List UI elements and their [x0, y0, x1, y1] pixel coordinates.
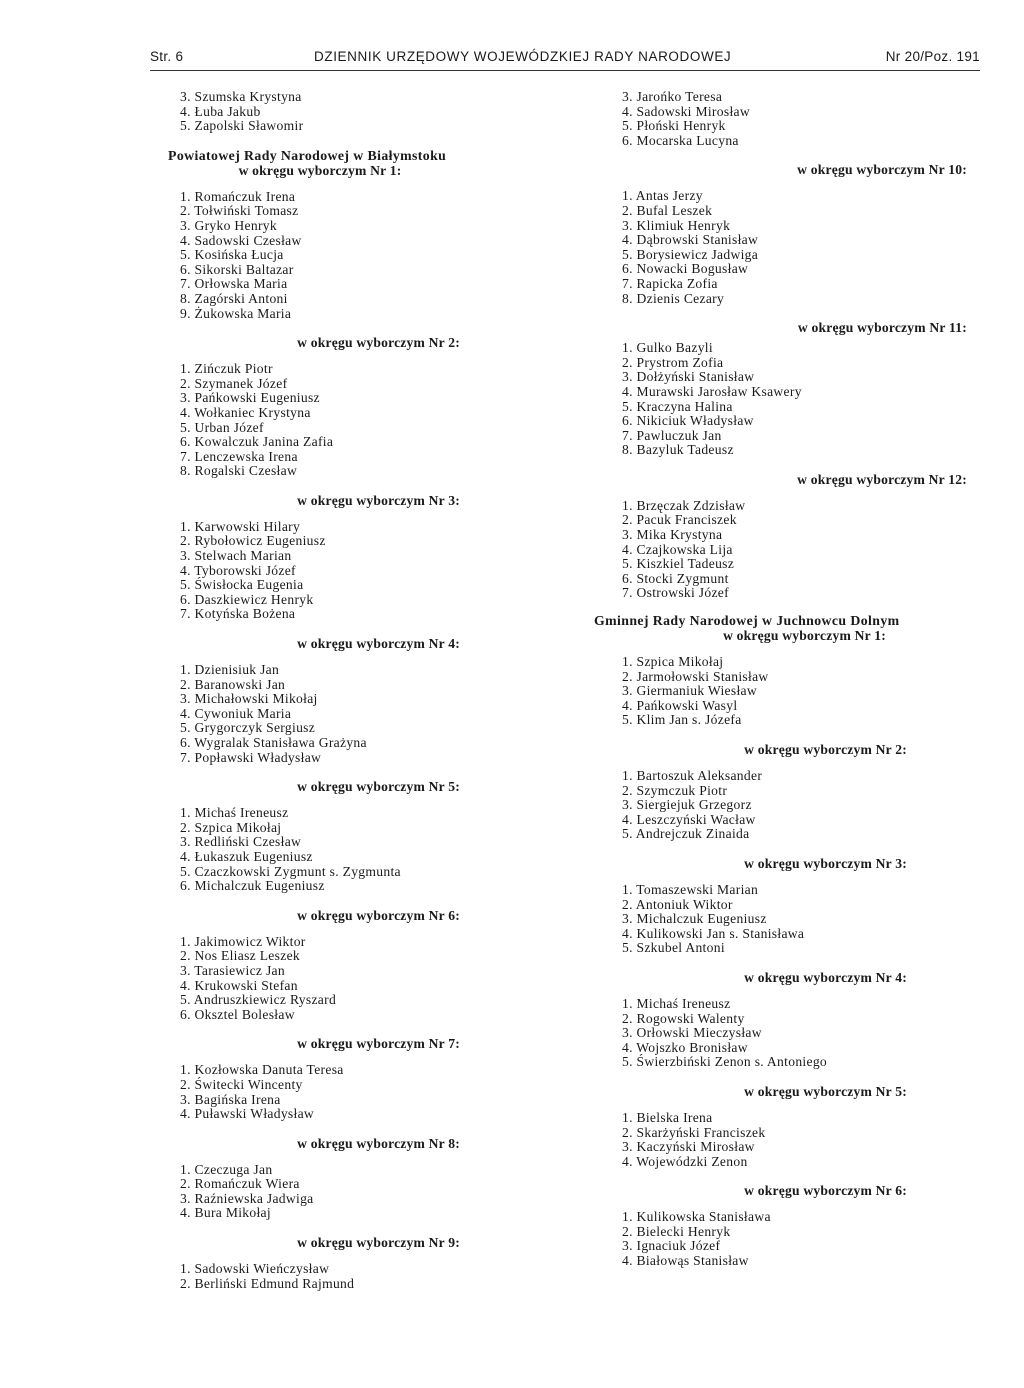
- candidate-name: 4. Białowąs Stanisław: [622, 1253, 749, 1269]
- candidate-name: 7. Orłowska Maria: [180, 276, 288, 292]
- journal-title: DZIENNIK URZĘDOWY WOJEWÓDZKIEJ RADY NARODOWEJ: [314, 49, 732, 64]
- candidate-name: 1. Romańczuk Irena: [180, 188, 296, 204]
- district-heading: w okręgu wyborczym Nr 4:: [297, 636, 460, 652]
- candidate-name: 8. Bazyluk Tadeusz: [622, 442, 734, 458]
- candidate-name: 4. Sadowski Czesław: [180, 232, 302, 248]
- candidate-name: 3. Raźniewska Jadwiga: [180, 1190, 314, 1206]
- candidate-name: 3. Jarońko Teresa: [622, 89, 723, 104]
- candidate-name: 3. Michałowski Mikołaj: [180, 691, 318, 707]
- issue-reference: Nr 20/Poz. 191: [885, 49, 980, 64]
- candidate-name: 4. Cywoniuk Maria: [180, 705, 292, 721]
- district-heading: w okręgu wyborczym Nr 6:: [744, 1183, 907, 1199]
- candidate-name: 4. Krukowski Stefan: [180, 977, 298, 993]
- candidate-name: 2. Nos Eliasz Leszek: [180, 948, 301, 964]
- candidate-name: 2. Baranowski Jan: [180, 676, 286, 692]
- candidate-name: 5. Andruszkiewicz Ryszard: [180, 992, 337, 1008]
- left-column: [168, 89, 480, 1291]
- candidate-name: 1. Karwowski Hilary: [180, 518, 301, 534]
- candidate-name: 2. Bufal Leszek: [622, 202, 713, 218]
- candidate-list: [180, 806, 480, 894]
- candidate-name: 5. Płoński Henryk: [622, 118, 726, 134]
- candidate-name: 2. Jarmołowski Stanisław: [622, 668, 769, 684]
- candidate-name: 5. Świsłocka Eugenia: [180, 577, 304, 593]
- candidate-name: 2. Rogowski Walenty: [622, 1010, 745, 1026]
- candidate-list: [180, 1262, 480, 1291]
- candidate-name: 4. Kulikowski Jan s. Stanisława: [622, 925, 805, 941]
- candidate-name: 4. Wojszko Bronisław: [622, 1039, 748, 1055]
- candidate-name: 5. Kosińska Łucja: [180, 247, 284, 263]
- candidate-name: 3. Pańkowski Eugeniusz: [180, 390, 320, 406]
- candidate-name: 3. Giermaniuk Wiesław: [622, 683, 757, 699]
- candidate-name: 3. Gryko Henryk: [180, 217, 277, 233]
- candidate-name: 1. Bielska Irena: [622, 1109, 713, 1125]
- header-rule: [150, 70, 980, 71]
- candidate-name: 1. Kulikowska Stanisława: [622, 1209, 771, 1225]
- candidate-name: 1. Czeczuga Jan: [180, 1161, 273, 1177]
- district-8-section: [180, 1136, 480, 1221]
- district-heading: w okręgu wyborczym Nr 3:: [297, 492, 460, 508]
- candidate-name: 3. Szumska Krystyna: [180, 89, 302, 104]
- commune-district-2-section: [622, 742, 967, 842]
- candidate-name: 5. Czaczkowski Zygmunt s. Zygmunta: [180, 863, 401, 879]
- continued-list: [180, 90, 480, 134]
- candidate-name: 6. Daszkiewicz Henryk: [180, 591, 314, 607]
- candidate-name: 3. Siergiejuk Grzegorz: [622, 797, 752, 813]
- page-header: [150, 47, 980, 71]
- district-4-section: [180, 636, 480, 765]
- candidate-name: 6. Stocki Zygmunt: [622, 570, 729, 586]
- district-heading: w okręgu wyborczym Nr 5:: [297, 779, 460, 795]
- district-1-section: [180, 163, 480, 321]
- candidate-name: 6. Kowalczuk Janina Zafia: [180, 434, 334, 450]
- candidate-list: [622, 341, 967, 458]
- candidate-list: [622, 1111, 967, 1169]
- commune-district-3-section: [622, 856, 967, 956]
- candidate-name: 8. Zagórski Antoni: [180, 290, 288, 306]
- district-heading: w okręgu wyborczym Nr 12:: [797, 471, 967, 487]
- candidate-name: 2. Rybołowicz Eugeniusz: [180, 533, 326, 549]
- candidate-list: [180, 935, 480, 1023]
- candidate-name: 2. Antoniuk Wiktor: [622, 896, 733, 912]
- district-heading: w okręgu wyborczym Nr 1:: [723, 628, 886, 644]
- district-heading: w okręgu wyborczym Nr 10:: [797, 162, 967, 178]
- candidate-name: 1. Bartoszuk Aleksander: [622, 768, 763, 783]
- candidate-name: 1. Kozłowska Danuta Teresa: [180, 1062, 344, 1078]
- candidate-list: [622, 769, 967, 842]
- candidate-name: 9. Żukowska Maria: [180, 305, 292, 321]
- candidate-name: 4. Leszczyński Wacław: [622, 811, 756, 827]
- candidate-name: 3. Redliński Czesław: [180, 834, 302, 850]
- district-heading: w okręgu wyborczym Nr 3:: [744, 855, 907, 871]
- district-3-section: [180, 493, 480, 622]
- candidate-name: 4. Łukaszuk Eugeniusz: [180, 848, 313, 864]
- candidate-name: 2. Szymczuk Piotr: [622, 782, 728, 798]
- candidate-list: [622, 997, 967, 1070]
- candidate-name: 2. Tołwiński Tomasz: [180, 203, 299, 219]
- commune-district-6-section: [622, 1183, 967, 1268]
- candidate-name: 1. Sadowski Wieńczysław: [180, 1261, 330, 1277]
- district-heading: w okręgu wyborczym Nr 8:: [297, 1135, 460, 1151]
- candidate-name: 2. Świtecki Wincenty: [180, 1076, 303, 1092]
- district-6-section: [180, 908, 480, 1023]
- candidate-name: 4. Tyborowski Józef: [180, 562, 296, 578]
- candidate-name: 5. Szkubel Antoni: [622, 940, 725, 956]
- candidate-name: 6. Michalczuk Eugeniusz: [180, 878, 325, 894]
- commune-district-1-section: [622, 628, 967, 728]
- candidate-name: 4. Dąbrowski Stanisław: [622, 232, 759, 248]
- district-10-section: [622, 162, 967, 306]
- candidate-name: 2. Szymanek Józef: [180, 375, 288, 391]
- candidate-name: 3. Ignaciuk Józef: [622, 1238, 721, 1254]
- candidate-name: 3. Orłowski Mieczysław: [622, 1025, 762, 1041]
- candidate-name: 1. Michaś Ireneusz: [180, 805, 289, 821]
- district-5-section: [180, 779, 480, 894]
- candidate-name: 5. Urban Józef: [180, 419, 264, 435]
- candidate-name: 3. Mika Krystyna: [622, 527, 723, 543]
- candidate-name: 6. Wygralak Stanisława Grażyna: [180, 735, 367, 750]
- candidate-name: 6. Nowacki Bogusław: [622, 261, 749, 277]
- candidate-name: 3. Dołżyński Stanisław: [622, 369, 755, 385]
- candidate-name: 3. Klimiuk Henryk: [622, 217, 731, 233]
- candidate-name: 1. Antas Jerzy: [622, 188, 703, 204]
- continued-list: [622, 90, 967, 148]
- candidate-name: 1. Szpica Mikołaj: [622, 654, 724, 670]
- candidate-name: 2. Szpica Mikołaj: [180, 819, 282, 835]
- candidate-name: 7. Kotyńska Bożena: [180, 606, 296, 622]
- candidate-name: 4. Pańkowski Wasyl: [622, 697, 738, 713]
- district-heading: w okręgu wyborczym Nr 1:: [238, 162, 402, 178]
- candidate-list: [622, 655, 967, 728]
- commune-council-heading: Gminnej Rady Narodowej w Juchnowcu Dolnym: [594, 613, 900, 629]
- candidate-list: [622, 1210, 967, 1268]
- candidate-name: 4. Sadowski Mirosław: [622, 103, 750, 119]
- candidate-name: 6. Mocarska Lucyna: [622, 132, 739, 148]
- candidate-name: 5. Andrejczuk Zinaida: [622, 826, 750, 842]
- candidate-name: 5. Kiszkiel Tadeusz: [622, 556, 735, 572]
- district-council-heading: Powiatowej Rady Narodowej w Białymstoku: [168, 147, 447, 163]
- district-heading: w okręgu wyborczym Nr 5:: [744, 1083, 907, 1099]
- candidate-name: 1. Brzęczak Zdzisław: [622, 497, 746, 513]
- candidate-name: 2. Romańczuk Wiera: [180, 1176, 300, 1192]
- candidate-name: 4. Czajkowska Lija: [622, 541, 733, 557]
- candidate-list: [180, 663, 480, 765]
- candidate-name: 5. Świerzbiński Zenon s. Antoniego: [622, 1054, 828, 1070]
- candidate-list: [180, 1063, 480, 1121]
- candidate-name: 3. Stelwach Marian: [180, 548, 292, 564]
- district-11-section: [622, 320, 967, 458]
- candidate-name: 6. Sikorski Baltazar: [180, 261, 294, 277]
- candidate-list: [180, 1163, 480, 1221]
- candidate-list: [622, 883, 967, 956]
- candidate-name: 4. Murawski Jarosław Ksawery: [622, 383, 802, 399]
- candidate-name: 7. Pawluczuk Jan: [622, 427, 722, 443]
- candidate-name: 5. Klim Jan s. Józefa: [622, 712, 742, 728]
- district-heading: w okręgu wyborczym Nr 9:: [297, 1235, 460, 1251]
- district-12-section: [622, 472, 967, 601]
- district-2-section: [180, 335, 480, 479]
- district-heading: w okręgu wyborczym Nr 7:: [297, 1036, 460, 1052]
- candidate-name: 2. Prystrom Zofia: [622, 354, 724, 370]
- candidate-name: 4. Wojewódzki Zenon: [622, 1153, 748, 1169]
- candidate-name: 1. Dzienisiuk Jan: [180, 662, 280, 678]
- candidate-name: 4. Puławski Władysław: [180, 1106, 315, 1122]
- candidate-name: 2. Bielecki Henryk: [622, 1223, 731, 1239]
- candidate-list: [180, 362, 480, 479]
- candidate-name: 1. Michaś Ireneusz: [622, 995, 731, 1011]
- right-column: [594, 89, 967, 1269]
- candidate-name: 3. Kaczyński Mirosław: [622, 1139, 755, 1155]
- candidate-list: [180, 190, 480, 321]
- district-9-section: [180, 1235, 480, 1291]
- page-number: Str. 6: [150, 49, 184, 64]
- candidate-name: 6. Oksztel Bolesław: [180, 1006, 295, 1022]
- candidate-list: [622, 499, 967, 601]
- commune-district-5-section: [622, 1084, 967, 1169]
- candidate-list: [622, 189, 967, 306]
- district-heading: w okręgu wyborczym Nr 6:: [297, 907, 460, 923]
- candidate-name: 3. Michalczuk Eugeniusz: [622, 911, 767, 927]
- candidate-name: 2. Skarżyński Franciszek: [622, 1124, 766, 1140]
- commune-district-4-section: [622, 970, 967, 1070]
- candidate-name: 2. Pacuk Franciszek: [622, 512, 737, 528]
- district-heading: w okręgu wyborczym Nr 2:: [297, 335, 460, 351]
- district-heading: w okręgu wyborczym Nr 11:: [797, 320, 967, 336]
- candidate-name: 8. Rogalski Czesław: [180, 463, 298, 479]
- candidate-name: 4. Łuba Jakub: [180, 103, 261, 119]
- candidate-name: 1. Jakimowicz Wiktor: [180, 933, 306, 949]
- candidate-name: 1. Gulko Bazyli: [622, 340, 713, 356]
- district-heading: w okręgu wyborczym Nr 2:: [744, 742, 907, 757]
- candidate-name: 3. Tarasiewicz Jan: [180, 962, 285, 978]
- candidate-name: 5. Borysiewicz Jadwiga: [622, 246, 759, 262]
- candidate-name: 1. Zińczuk Piotr: [180, 361, 273, 377]
- candidate-name: 2. Berliński Edmund Rajmund: [180, 1275, 355, 1291]
- candidate-name: 3. Bagińska Irena: [180, 1091, 281, 1107]
- candidate-name: 5. Grygorczyk Sergiusz: [180, 720, 316, 736]
- candidate-name: 5. Kraczyna Halina: [622, 398, 733, 414]
- candidate-name: 7. Lenczewska Irena: [180, 448, 298, 464]
- candidate-name: 5. Zapolski Sławomir: [180, 118, 304, 134]
- candidate-name: 8. Dzienis Cezary: [622, 290, 725, 306]
- candidate-list: [180, 520, 480, 622]
- district-heading: w okręgu wyborczym Nr 4:: [744, 969, 907, 985]
- candidate-name: 7. Popławski Władysław: [180, 749, 322, 765]
- candidate-name: 7. Ostrowski Józef: [622, 585, 729, 601]
- candidate-name: 7. Rapicka Zofia: [622, 275, 718, 291]
- candidate-name: 1. Tomaszewski Marian: [622, 881, 759, 897]
- district-7-section: [180, 1036, 480, 1121]
- candidate-name: 6. Nikiciuk Władysław: [622, 413, 754, 429]
- candidate-name: 4. Wołkaniec Krystyna: [180, 404, 311, 420]
- candidate-name: 4. Bura Mikołaj: [180, 1205, 271, 1221]
